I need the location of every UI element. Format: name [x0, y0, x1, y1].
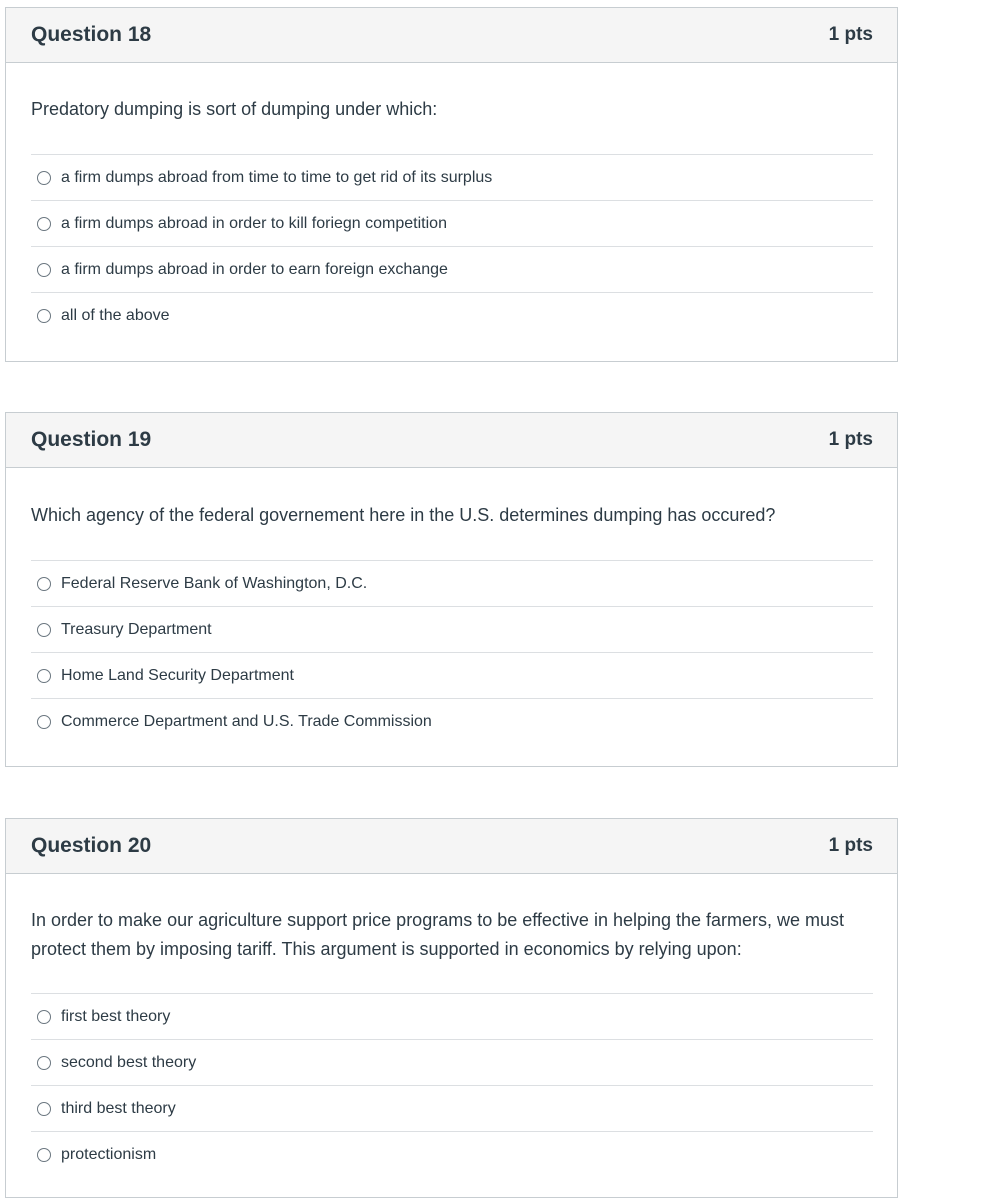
question-title: Question 18 [31, 23, 152, 46]
radio-button-icon[interactable] [37, 263, 51, 277]
radio-button-icon[interactable] [37, 669, 51, 683]
radio-button-icon[interactable] [37, 1010, 51, 1024]
answer-option[interactable] [31, 993, 873, 1039]
answer-option[interactable] [31, 560, 873, 606]
answer-option[interactable] [31, 154, 873, 200]
answer-label: Commerce Department and U.S. Trade Commission [61, 712, 432, 730]
question-text: Which agency of the federal governement here in the U.S. determines dumping has occured? [31, 505, 776, 525]
answer-option[interactable] [31, 246, 873, 292]
answer-option[interactable] [31, 652, 873, 698]
question-body [6, 906, 897, 1177]
answer-label: first best theory [61, 1007, 171, 1025]
question-text: Predatory dumping is sort of dumping under which: [31, 99, 438, 119]
answer-list [31, 993, 873, 1177]
answer-option[interactable] [31, 1085, 873, 1131]
radio-button-icon[interactable] [37, 1102, 51, 1116]
answer-option[interactable] [31, 698, 873, 744]
question-20 [5, 818, 898, 1198]
answer-label: Home Land Security Department [61, 666, 294, 684]
answer-list [31, 154, 873, 338]
answer-list [31, 560, 873, 744]
radio-button-icon[interactable] [37, 623, 51, 637]
radio-button-icon[interactable] [37, 715, 51, 729]
answer-label: Federal Reserve Bank of Washington, D.C. [61, 574, 368, 592]
question-text: In order to make our agriculture support price programs to be effective in helping the farmers, we must protect them by imposing tariff. This argument is supported in economics by relying upon: [31, 910, 845, 959]
answer-option[interactable] [31, 200, 873, 246]
radio-button-icon[interactable] [37, 1148, 51, 1162]
answer-label: a firm dumps abroad in order to earn foreign exchange [61, 260, 448, 278]
radio-button-icon[interactable] [37, 217, 51, 231]
answer-option[interactable] [31, 1131, 873, 1177]
answer-label: all of the above [61, 306, 170, 324]
question-header [6, 413, 897, 468]
radio-button-icon[interactable] [37, 171, 51, 185]
answer-label: third best theory [61, 1099, 176, 1117]
answer-label: second best theory [61, 1053, 197, 1071]
question-title: Question 19 [31, 428, 152, 451]
question-header [6, 819, 897, 874]
question-19 [5, 412, 898, 767]
question-body [6, 95, 897, 338]
answer-label: protectionism [61, 1145, 157, 1163]
question-title: Question 20 [31, 834, 152, 857]
answer-label: a firm dumps abroad from time to time to get rid of its surplus [61, 168, 493, 186]
radio-button-icon[interactable] [37, 1056, 51, 1070]
radio-button-icon[interactable] [37, 309, 51, 323]
question-points: 1 pts [828, 24, 873, 45]
question-18 [5, 7, 898, 362]
question-points: 1 pts [828, 429, 873, 450]
question-header [6, 8, 897, 63]
answer-label: a firm dumps abroad in order to kill foriegn competition [61, 214, 447, 232]
answer-label: Treasury Department [61, 620, 212, 638]
answer-option[interactable] [31, 606, 873, 652]
question-body [6, 501, 897, 744]
answer-option[interactable] [31, 1039, 873, 1085]
answer-option[interactable] [31, 292, 873, 338]
question-points: 1 pts [828, 835, 873, 856]
radio-button-icon[interactable] [37, 577, 51, 591]
